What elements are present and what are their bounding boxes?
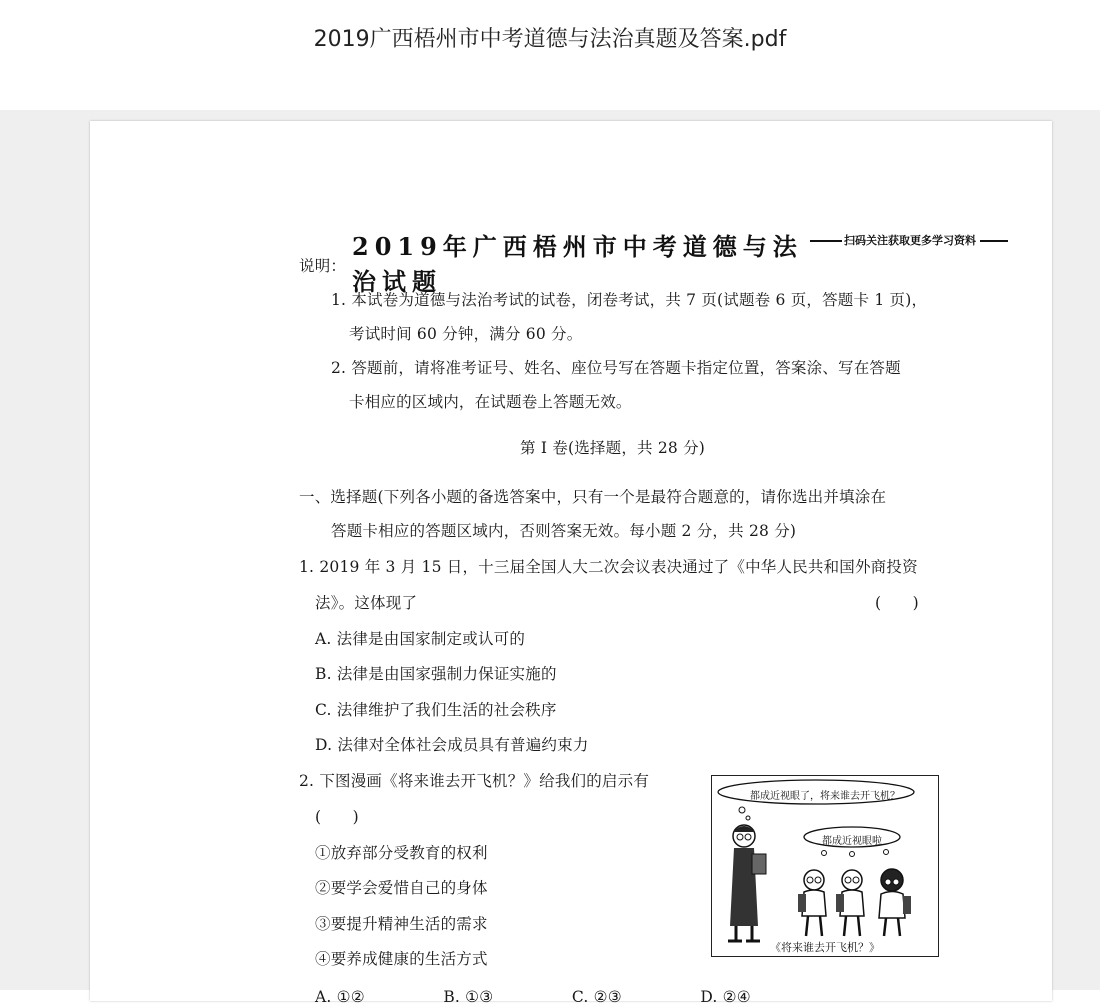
- q1-option-c: C. 法律维护了我们生活的社会秩序: [315, 701, 557, 719]
- document-title: 2019广西梧州市中考道德与法治真题及答案.pdf: [313, 27, 787, 52]
- q1-answer-blank: ( ): [875, 594, 919, 612]
- cartoon-caption: 《将来谁去开飞机？》: [770, 941, 880, 954]
- document-header: [0, 0, 1100, 110]
- part1-line-b: 答题卡相应的答题区域内，否则答案无效。每小题 2 分，共 28 分): [331, 522, 797, 540]
- intro-line-1a: 1. 本试卷为道德与法治考试的试卷，闭卷考试，共 7 页(试题卷 6 页，答题卡 1 页)，: [331, 291, 928, 309]
- q2-options-cut: A. ①② B. ①③ C. ②③ D. ②④: [315, 988, 751, 1006]
- q1-option-d: D. 法律对全体社会成员具有普遍约束力: [315, 736, 589, 754]
- q2-line-a: 2. 下图漫画《将来谁去开飞机？》给我们的启示有: [299, 772, 650, 790]
- scanned-exam-page: [90, 121, 1052, 1006]
- pdf-page: [90, 121, 1052, 1006]
- qr-note: 扫码关注获取更多学习资料: [810, 232, 1008, 248]
- q1-option-b: B. 法律是由国家强制力保证实施的: [315, 665, 557, 683]
- intro-line-2a: 2. 答题前，请将准考证号、姓名、座位号写在答题卡指定位置，答案涂、写在答题: [331, 359, 901, 377]
- section-title: 第 I 卷(选择题，共 28 分): [520, 439, 706, 457]
- exam-header-cut: 2019年广西梧州市中考道德与法治试题: [352, 232, 803, 296]
- intro-line-1b: 考试时间 60 分钟，满分 60 分。: [349, 325, 583, 343]
- q2-item-1: ①放弃部分受教育的权利: [315, 844, 488, 862]
- q1-line-b: 法》。这体现了: [315, 594, 418, 612]
- q1-line-a: 1. 2019 年 3 月 15 日，十三届全国人大二次会议表决通过了《中华人民共和国外商投资: [299, 558, 918, 576]
- cartoon-illustration: [711, 775, 939, 957]
- q2-item-2: ②要学会爱惜自己的身体: [315, 879, 488, 897]
- intro-label: 说明：: [299, 257, 347, 275]
- cartoon-bubble-students: 都成近视眼啦: [822, 836, 882, 847]
- cartoon-drawing: [712, 776, 938, 956]
- cartoon-bubble-teacher: 都成近视眼了，将来谁去开飞机？: [750, 791, 900, 802]
- intro-line-2b: 卡相应的区域内，在试题卷上答题无效。: [349, 393, 632, 411]
- q2-item-4: ④要养成健康的生活方式: [315, 950, 488, 968]
- q2-answer-blank: ( ): [315, 808, 359, 826]
- part1-line-a: 一、选择题(下列各小题的备选答案中，只有一个是最符合题意的，请你选出并填涂在: [299, 488, 887, 506]
- q2-item-3: ③要提升精神生活的需求: [315, 915, 488, 933]
- q1-option-a: A. 法律是由国家制定或认可的: [315, 630, 526, 648]
